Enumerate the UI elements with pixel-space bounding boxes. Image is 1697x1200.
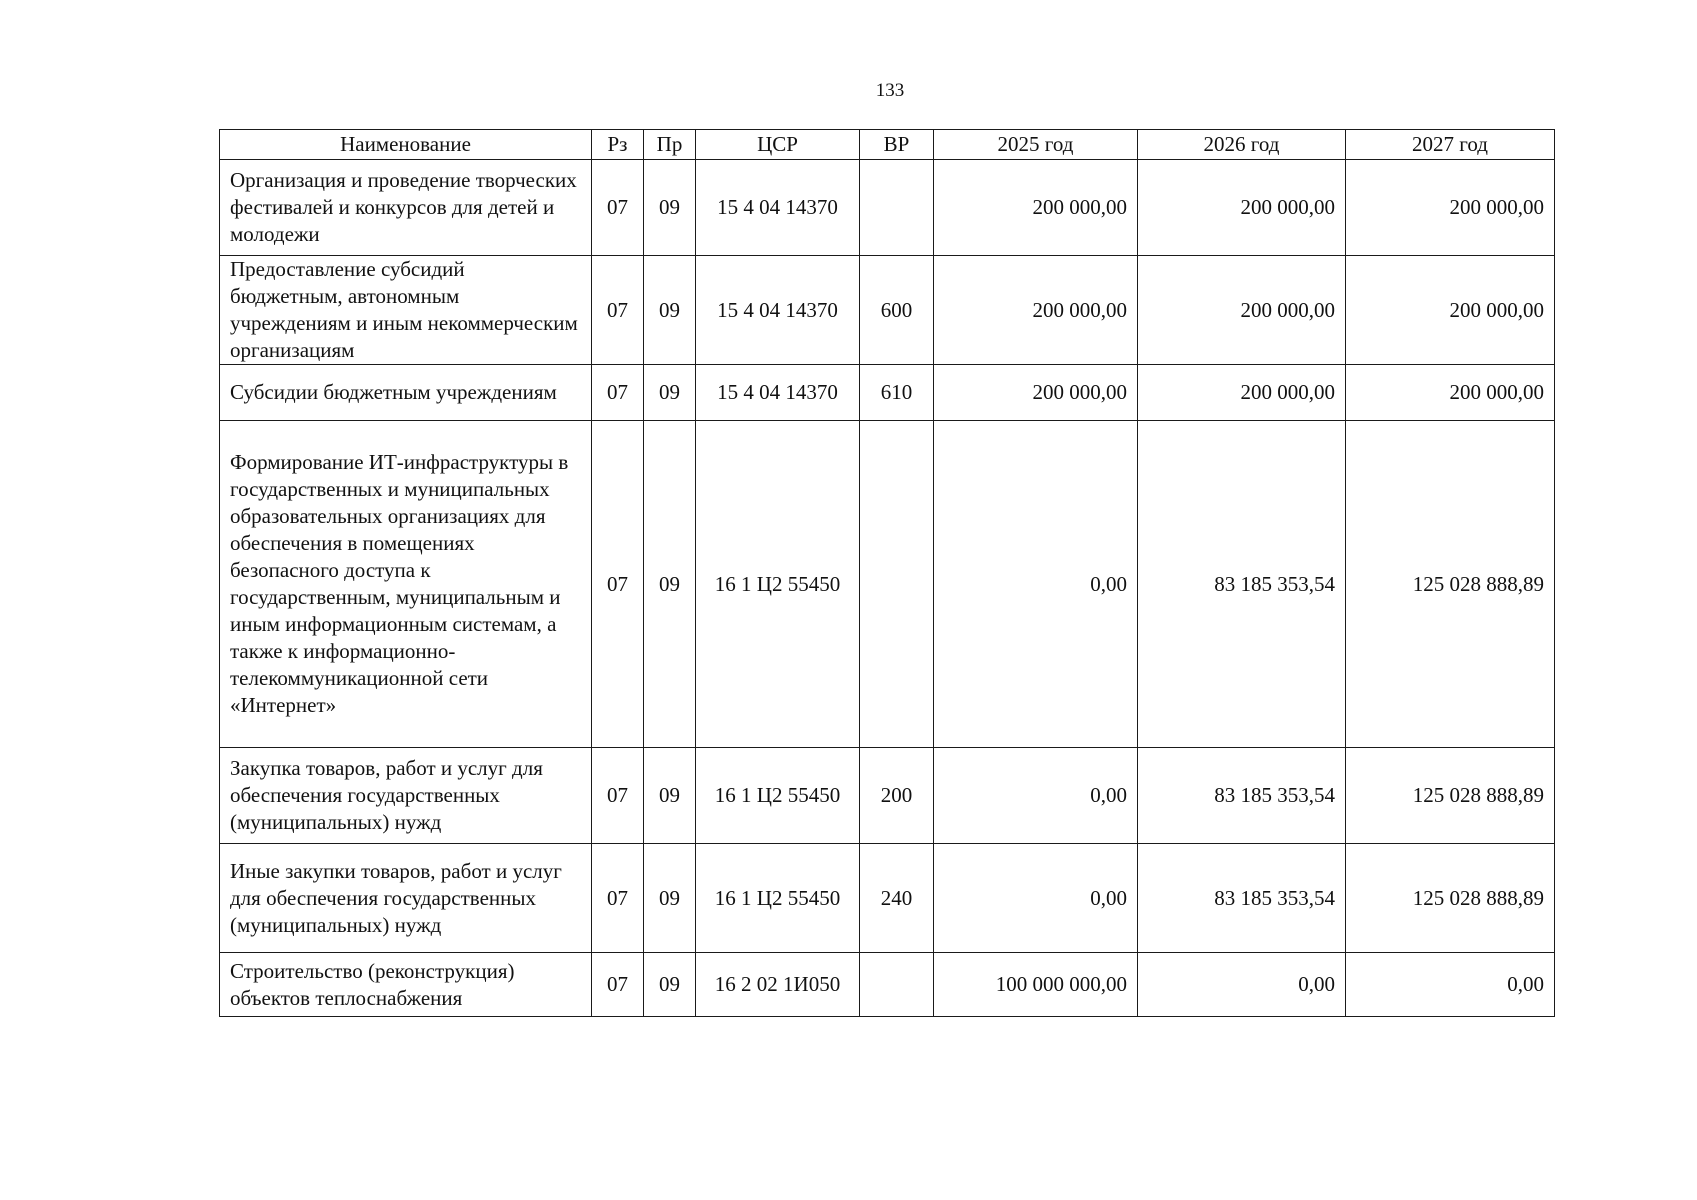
cell-name: Иные закупки товаров, работ и услуг для обеспечения государственных (муниципальных) нужд bbox=[220, 844, 592, 953]
header-2025: 2025 год bbox=[934, 130, 1138, 160]
cell-name: Формирование ИТ-инфраструктуры в государственных и муниципальных образовательных организациях для обеспечения в помещениях безопасного доступа к государственным, муниципальным и иным информационным системам, а также к информационно-телекоммуникационной сети «Интернет» bbox=[220, 421, 592, 748]
header-2026: 2026 год bbox=[1138, 130, 1346, 160]
cell-csr: 15 4 04 14370 bbox=[696, 365, 860, 421]
table-row bbox=[220, 748, 1555, 844]
header-2027: 2027 год bbox=[1346, 130, 1555, 160]
cell-name: Организация и проведение творческих фестивалей и конкурсов для детей и молодежи bbox=[220, 160, 592, 256]
cell-csr: 16 1 Ц2 55450 bbox=[696, 844, 860, 953]
header-vr: ВР bbox=[860, 130, 934, 160]
table-row bbox=[220, 844, 1555, 953]
cell-2025: 200 000,00 bbox=[934, 160, 1138, 256]
cell-csr: 16 1 Ц2 55450 bbox=[696, 421, 860, 748]
cell-rz: 07 bbox=[592, 844, 644, 953]
cell-2026: 83 185 353,54 bbox=[1138, 844, 1346, 953]
cell-2027: 125 028 888,89 bbox=[1346, 421, 1555, 748]
cell-rz: 07 bbox=[592, 160, 644, 256]
cell-rz: 07 bbox=[592, 365, 644, 421]
cell-pr: 09 bbox=[644, 844, 696, 953]
table-row bbox=[220, 365, 1555, 421]
cell-2027: 200 000,00 bbox=[1346, 160, 1555, 256]
cell-2025: 200 000,00 bbox=[934, 365, 1138, 421]
budget-table bbox=[219, 129, 1555, 1017]
cell-vr: 610 bbox=[860, 365, 934, 421]
cell-csr: 16 1 Ц2 55450 bbox=[696, 748, 860, 844]
cell-pr: 09 bbox=[644, 748, 696, 844]
table-row bbox=[220, 160, 1555, 256]
cell-2025: 200 000,00 bbox=[934, 256, 1138, 365]
cell-2026: 83 185 353,54 bbox=[1138, 748, 1346, 844]
table-row bbox=[220, 256, 1555, 365]
cell-pr: 09 bbox=[644, 256, 696, 365]
header-pr: Пр bbox=[644, 130, 696, 160]
cell-2027: 0,00 bbox=[1346, 953, 1555, 1017]
cell-2027: 200 000,00 bbox=[1346, 365, 1555, 421]
cell-csr: 16 2 02 1И050 bbox=[696, 953, 860, 1017]
table-header-row bbox=[220, 130, 1555, 160]
cell-name: Закупка товаров, работ и услуг для обеспечения государственных (муниципальных) нужд bbox=[220, 748, 592, 844]
cell-pr: 09 bbox=[644, 421, 696, 748]
cell-vr: 200 bbox=[860, 748, 934, 844]
header-name: Наименование bbox=[220, 130, 592, 160]
cell-pr: 09 bbox=[644, 365, 696, 421]
cell-vr bbox=[860, 421, 934, 748]
cell-name: Субсидии бюджетным учреждениям bbox=[220, 365, 592, 421]
cell-2027: 200 000,00 bbox=[1346, 256, 1555, 365]
cell-vr: 240 bbox=[860, 844, 934, 953]
cell-2026: 200 000,00 bbox=[1138, 256, 1346, 365]
table-row bbox=[220, 421, 1555, 748]
cell-2027: 125 028 888,89 bbox=[1346, 844, 1555, 953]
cell-name: Строительство (реконструкция) объектов теплоснабжения bbox=[220, 953, 592, 1017]
cell-name: Предоставление субсидий бюджетным, автономным учреждениям и иным некоммерческим организациям bbox=[220, 256, 592, 365]
cell-2026: 83 185 353,54 bbox=[1138, 421, 1346, 748]
header-csr: ЦСР bbox=[696, 130, 860, 160]
cell-pr: 09 bbox=[644, 160, 696, 256]
cell-2025: 100 000 000,00 bbox=[934, 953, 1138, 1017]
cell-vr bbox=[860, 953, 934, 1017]
cell-csr: 15 4 04 14370 bbox=[696, 160, 860, 256]
cell-vr: 600 bbox=[860, 256, 934, 365]
header-rz: Рз bbox=[592, 130, 644, 160]
cell-rz: 07 bbox=[592, 256, 644, 365]
cell-2026: 200 000,00 bbox=[1138, 365, 1346, 421]
table-row bbox=[220, 953, 1555, 1017]
cell-2026: 200 000,00 bbox=[1138, 160, 1346, 256]
cell-vr bbox=[860, 160, 934, 256]
cell-rz: 07 bbox=[592, 953, 644, 1017]
cell-rz: 07 bbox=[592, 748, 644, 844]
cell-pr: 09 bbox=[644, 953, 696, 1017]
cell-2027: 125 028 888,89 bbox=[1346, 748, 1555, 844]
cell-2025: 0,00 bbox=[934, 421, 1138, 748]
cell-rz: 07 bbox=[592, 421, 644, 748]
cell-2025: 0,00 bbox=[934, 844, 1138, 953]
cell-2025: 0,00 bbox=[934, 748, 1138, 844]
cell-2026: 0,00 bbox=[1138, 953, 1346, 1017]
page-number: 133 bbox=[875, 80, 905, 101]
cell-csr: 15 4 04 14370 bbox=[696, 256, 860, 365]
